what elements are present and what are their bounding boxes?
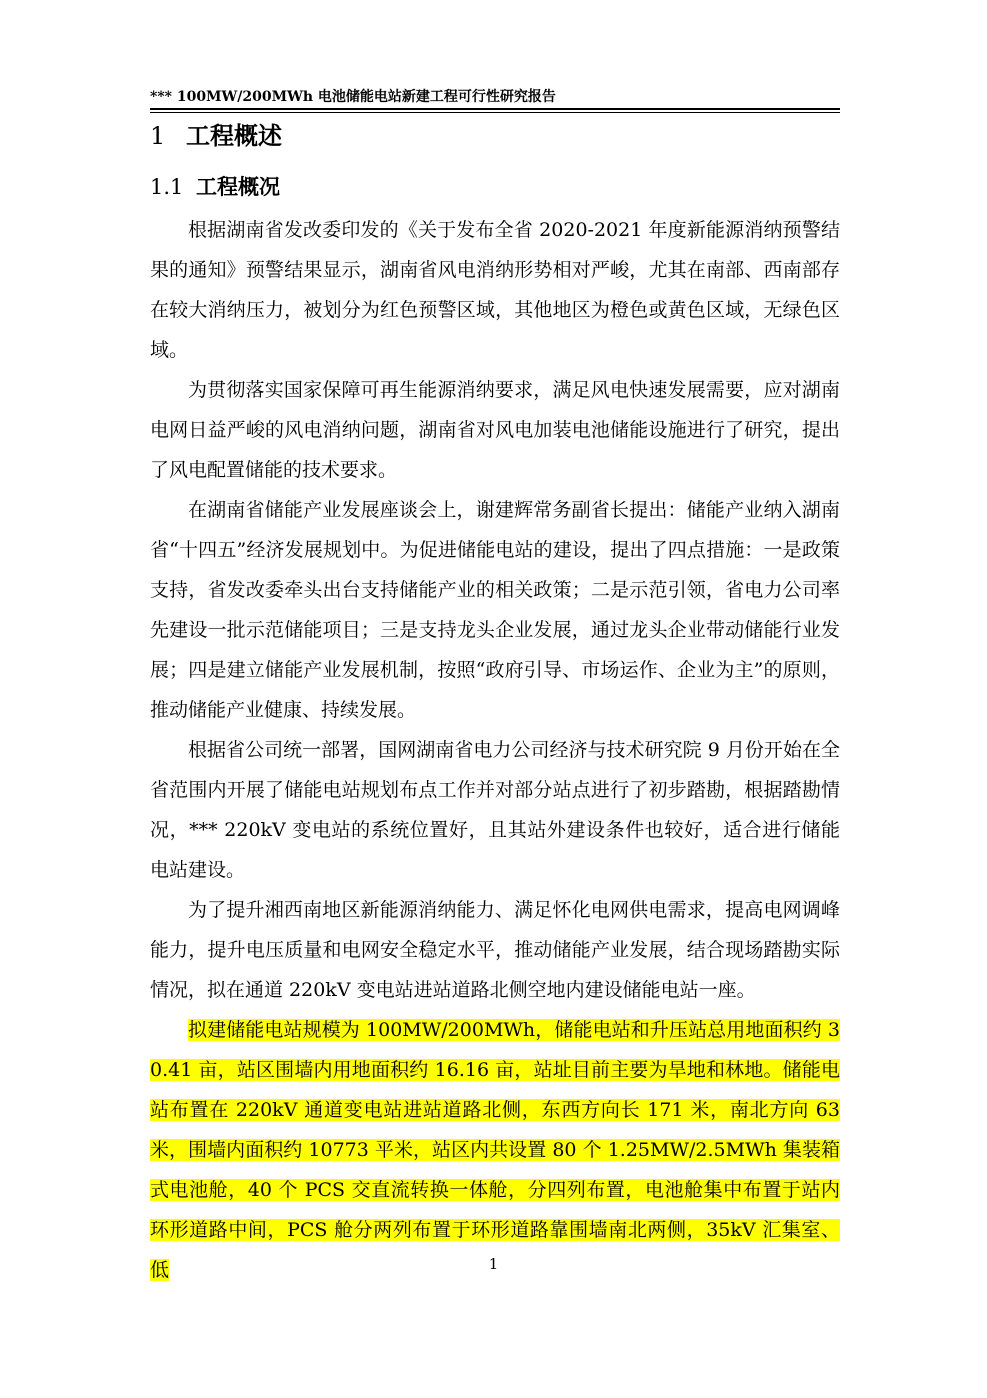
highlighted-paragraph bbox=[150, 1010, 840, 1290]
paragraph: 根据省公司统一部署，国网湖南省电力公司经济与技术研究院 9 月份开始在全省范围内开展了储能电站规划布点工作并对部分站点进行了初步踏勘，根据踏勘情况，*** 220kV 变电站的系统位置好，且其站外建设条件也较好，适合进行储能电站建设。 bbox=[150, 739, 840, 881]
body-text bbox=[150, 210, 840, 1290]
header-rule bbox=[150, 108, 840, 110]
section-title: 工程概况 bbox=[196, 175, 280, 199]
chapter-number: 1 bbox=[150, 122, 166, 150]
page-number: 1 bbox=[488, 1255, 499, 1273]
paragraph: 根据湖南省发改委印发的《关于发布全省 2020-2021 年度新能源消纳预警结果的通知》预警结果显示，湖南省风电消纳形势相对严峻，尤其在南部、西南部存在较大消纳压力，被划分为红色预警区域，其他地区为橙色或黄色区域，无绿色区域。 bbox=[150, 219, 840, 361]
paragraph: 在湖南省储能产业发展座谈会上，谢建辉常务副省长提出：储能产业纳入湖南省“十四五”经济发展规划中。为促进储能电站的建设，提出了四点措施：一是政策支持，省发改委牵头出台支持储能产业的相关政策；二是示范引领，省电力公司率先建设一批示范储能项目；三是支持龙头企业发展，通过龙头企业带动储能行业发展；四是建立储能产业发展机制，按照“政府引导、市场运作、企业为主”的原则，推动储能产业健康、持续发展。 bbox=[150, 499, 840, 721]
highlighted-text: 拟建储能电站规模为 100MW/200MWh，储能电站和升压站总用地面积约 30.41 亩，站区围墙内用地面积约 16.16 亩，站址目前主要为旱地和林地。储能电站布置在 220kV 通道变电站进站道路北侧，东西方向长 171 米，南北方向 63 米，围墙内面积约 10773 平米，站区内共设置 80 个 1.25MW/2.5MWh 集装箱式电池舱，40 个 PCS 交直流转换一体舱，分四列布置，电池舱集中布置于站内环形道路中间，PCS 舱分两列布置于环形道路靠围墙南北两侧，35kV 汇集室、低 bbox=[150, 1019, 840, 1281]
chapter-title: 工程概述 bbox=[186, 122, 282, 150]
section-number: 1.1 bbox=[150, 175, 184, 199]
paragraph: 为了提升湘西南地区新能源消纳能力、满足怀化电网供电需求，提高电网调峰能力，提升电压质量和电网安全稳定水平，推动储能产业发展，结合现场踏勘实际情况，拟在通道 220kV 变电站进站道路北侧空地内建设储能电站一座。 bbox=[150, 899, 840, 1001]
paragraph: 为贯彻落实国家保障可再生能源消纳要求，满足风电快速发展需要，应对湖南电网日益严峻的风电消纳问题，湖南省对风电加装电池储能设施进行了研究，提出了风电配置储能的技术要求。 bbox=[150, 379, 840, 481]
chapter-heading bbox=[150, 120, 282, 152]
section-heading bbox=[150, 172, 280, 202]
header-rule-thin bbox=[150, 112, 840, 113]
running-header: *** 100MW/200MWh 电池储能电站新建工程可行性研究报告 bbox=[150, 89, 556, 105]
